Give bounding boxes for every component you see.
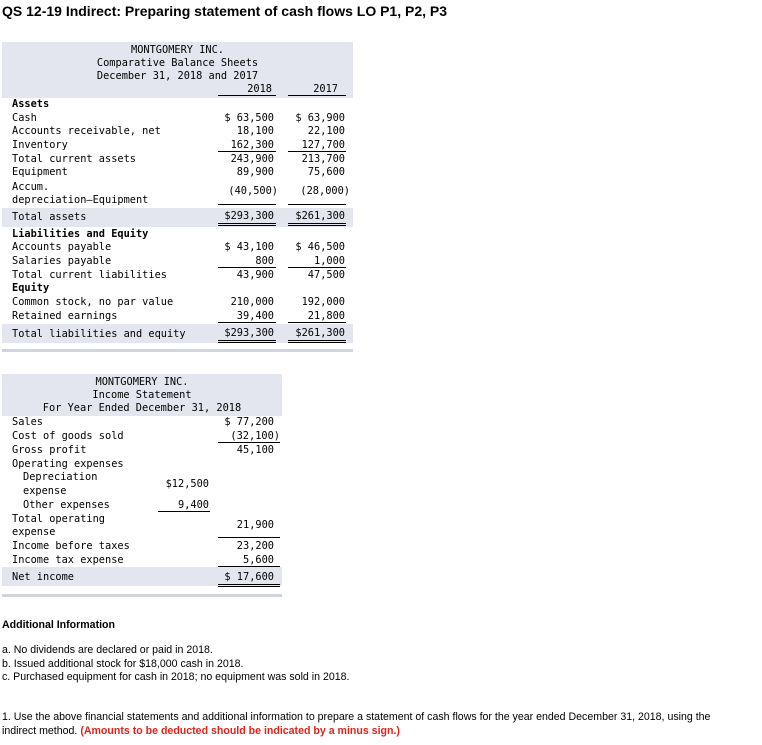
rule	[218, 584, 280, 585]
is-value: 5,600	[243, 554, 274, 566]
rule	[218, 340, 276, 341]
question-text	[2, 710, 742, 738]
bs-label: Total assets	[12, 211, 87, 223]
bs-label: Retained earnings	[12, 310, 118, 322]
bs-value: $293,300	[224, 327, 274, 339]
assets-header: Assets	[12, 98, 50, 110]
bs-value: 210,000	[230, 296, 274, 308]
is-label: Income before taxes	[12, 540, 130, 552]
bs-value: 162,300	[230, 139, 274, 151]
rule	[288, 223, 346, 224]
rule	[288, 204, 346, 205]
bs-value: 1,000	[314, 255, 345, 267]
rule	[218, 537, 280, 538]
bs-label: Total liabilities and equity	[12, 328, 186, 340]
page-title: QS 12-19 Indirect: Preparing statement of cash flows LO P1, P2, P3	[2, 3, 448, 19]
is-label: Total operating	[12, 513, 105, 525]
bs-title: Comparative Balance Sheets	[96, 57, 259, 69]
is-value: 45,100	[236, 444, 274, 456]
rule	[218, 342, 276, 343]
is-value: 9,400	[178, 499, 209, 511]
bs-col-2017: 2017	[313, 83, 338, 95]
is-company: MONTGOMERY INC.	[95, 376, 189, 388]
bs-label: Cash	[12, 112, 37, 124]
is-label: expense	[23, 485, 67, 497]
rule	[288, 95, 346, 96]
rule	[218, 223, 276, 224]
bs-label: Common stock, no par value	[12, 296, 174, 308]
bs-value: $ 43,100	[224, 241, 274, 253]
rule	[218, 586, 280, 587]
is-value: $ 77,200	[224, 416, 274, 428]
bs-value: 213,700	[301, 153, 345, 165]
table-bottom-edge	[2, 349, 353, 352]
bs-col-2018: 2018	[247, 83, 272, 95]
is-value: $ 17,600	[224, 571, 274, 583]
rule	[218, 95, 276, 96]
bs-value: $261,300	[295, 327, 345, 339]
is-value: (32,100)	[230, 430, 280, 442]
bs-label: Total current liabilities	[12, 269, 167, 281]
additional-info-title: Additional Information	[2, 619, 115, 631]
is-label: Gross profit	[12, 444, 87, 456]
rule	[288, 322, 346, 323]
is-value: 21,900	[236, 519, 274, 531]
rule	[288, 342, 346, 343]
bs-value: 75,600	[307, 166, 345, 178]
bs-value: 800	[255, 255, 274, 267]
bs-company: MONTGOMERY INC.	[131, 44, 224, 56]
is-value: 23,200	[236, 540, 274, 552]
bs-value: $ 63,900	[295, 112, 345, 124]
bs-label: Accounts payable	[12, 241, 112, 253]
bs-value: (28,000)	[300, 185, 350, 197]
bs-value: 127,700	[301, 139, 345, 151]
bs-value: $293,300	[224, 210, 274, 222]
is-label: Sales	[12, 416, 43, 428]
bs-date: December 31, 2018 and 2017	[96, 70, 259, 82]
rule	[288, 225, 346, 226]
equity-header: Equity	[12, 282, 50, 294]
is-label: Other expenses	[23, 499, 110, 511]
is-label: expense	[12, 526, 56, 538]
bs-label: Inventory	[12, 139, 68, 151]
bs-label: Total current assets	[12, 153, 136, 165]
bs-value: 243,900	[230, 153, 274, 165]
info-item-a: a. No dividends are declared or paid in 2018.	[2, 644, 213, 656]
bs-value: $ 63,500	[224, 112, 274, 124]
bs-value: (40,500)	[228, 185, 278, 197]
is-label: Operating expenses	[12, 458, 124, 470]
bs-value: 39,400	[236, 310, 274, 322]
bs-value: $ 46,500	[295, 241, 345, 253]
bs-label: Salaries payable	[12, 255, 112, 267]
info-item-c: c. Purchased equipment for cash in 2018; no equipment was sold in 2018.	[2, 671, 350, 683]
is-label: Net income	[12, 571, 74, 583]
rule	[218, 204, 276, 205]
question-emphasis: (Amounts to be deducted should be indicated by a minus sign.)	[80, 725, 400, 737]
is-label: Income tax expense	[12, 554, 124, 566]
bs-label: Accounts receivable, net	[12, 125, 161, 137]
bs-label: Equipment	[12, 166, 68, 178]
bs-value: 21,800	[307, 310, 345, 322]
is-label: Depreciation	[23, 471, 98, 483]
rule	[288, 340, 346, 341]
rule	[218, 566, 280, 567]
is-title: Income Statement	[92, 389, 192, 401]
bs-value: 89,900	[236, 166, 274, 178]
rule	[218, 225, 276, 226]
bs-value: 47,500	[307, 269, 345, 281]
is-period: For Year Ended December 31, 2018	[42, 402, 242, 414]
liabilities-header: Liabilities and Equity	[12, 228, 149, 240]
bs-label: Accum.	[12, 181, 50, 193]
info-item-b: b. Issued additional stock for $18,000 cash in 2018.	[2, 658, 244, 670]
is-label: Cost of goods sold	[12, 430, 124, 442]
table-bottom-edge	[2, 594, 282, 597]
bs-value: 18,100	[236, 125, 274, 137]
bs-value: 192,000	[301, 296, 345, 308]
bs-label: depreciation—Equipment	[12, 194, 149, 206]
is-value: $12,500	[165, 478, 209, 490]
question-body: 1. Use the above financial statements and additional information to prepare a statement of cash flows for the year ended December 31, 2018, using the indirect method.	[2, 711, 711, 737]
bs-value: 43,900	[236, 269, 274, 281]
bs-value: $261,300	[295, 210, 345, 222]
rule	[218, 322, 276, 323]
rule	[158, 511, 210, 512]
bs-value: 22,100	[307, 125, 345, 137]
